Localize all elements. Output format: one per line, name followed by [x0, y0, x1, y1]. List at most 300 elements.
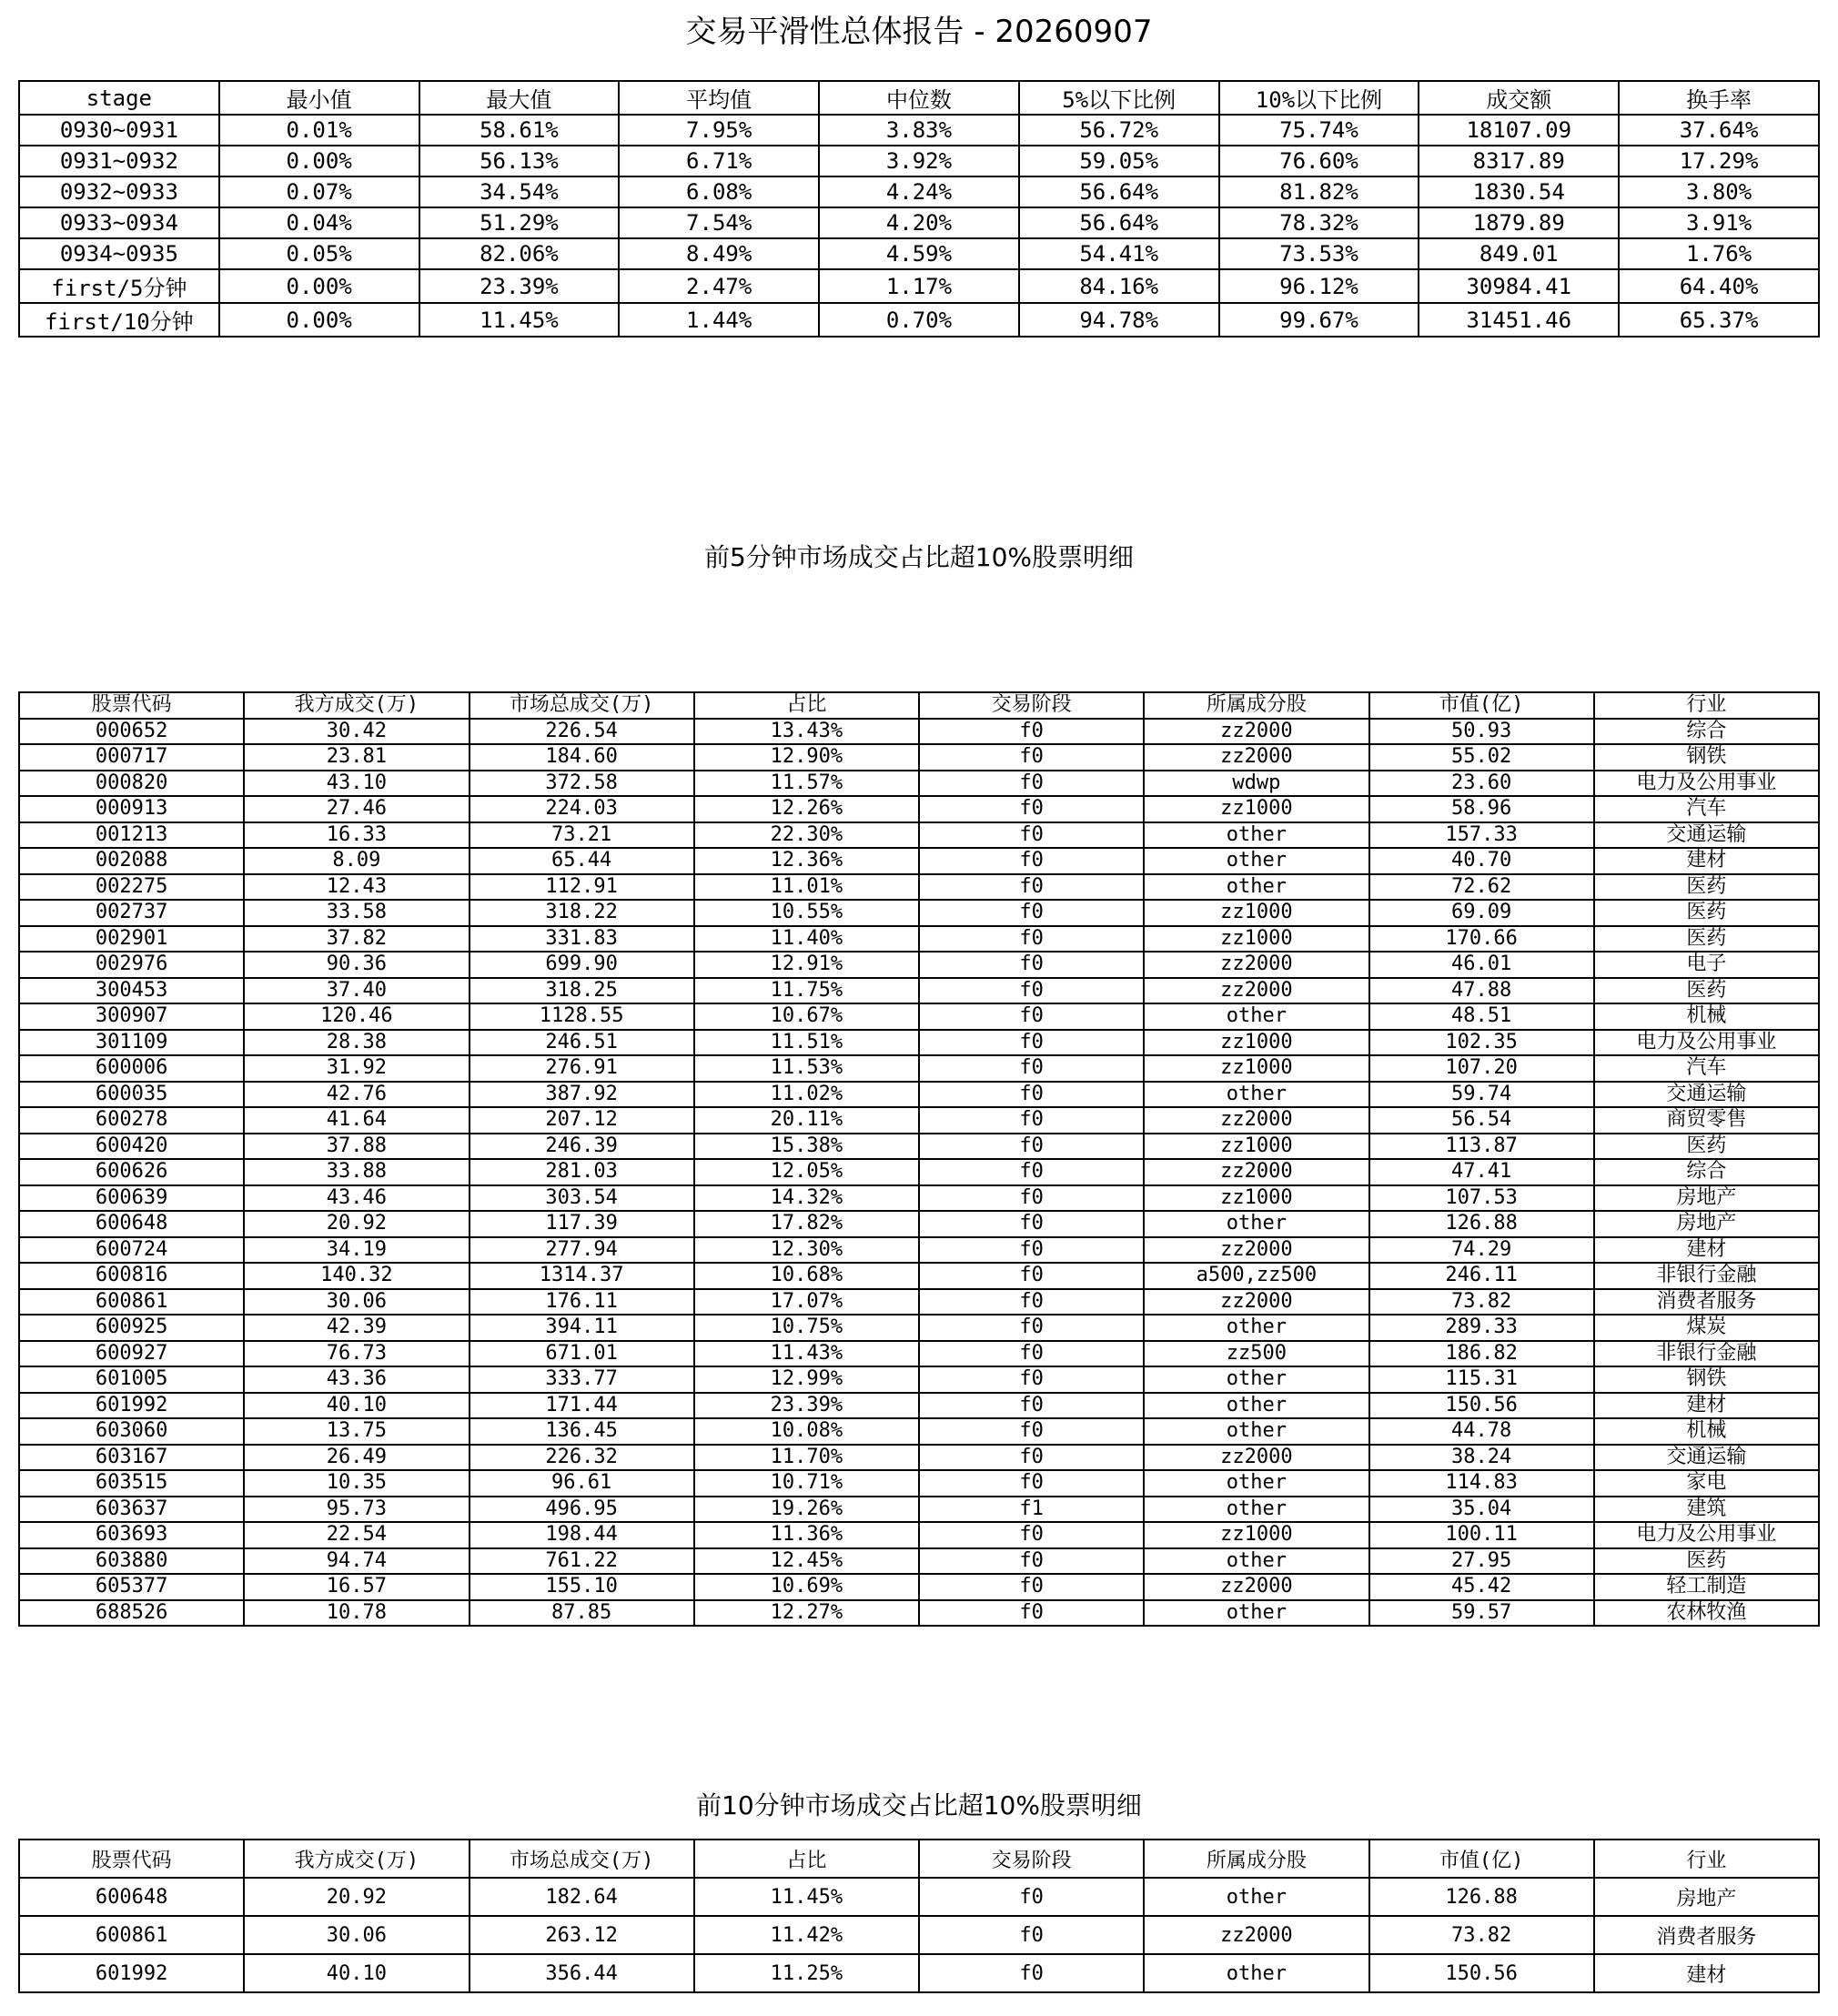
table-cell: 房地产: [1594, 1878, 1819, 1916]
table-cell: 43.10: [244, 771, 469, 797]
table-cell: 600035: [19, 1082, 244, 1108]
table-cell: 761.22: [470, 1548, 694, 1575]
table-cell: 非银行金融: [1594, 1263, 1819, 1289]
table-cell: 73.53%: [1219, 238, 1419, 269]
table-cell: zz2000: [1144, 1574, 1368, 1600]
table-cell: 14.32%: [694, 1185, 919, 1212]
table-cell: f0: [919, 1263, 1144, 1289]
table-cell: zz2000: [1144, 1289, 1368, 1315]
column-header: stage: [19, 81, 219, 115]
column-header: 占比: [694, 692, 919, 719]
table-cell: 37.40: [244, 978, 469, 1004]
table-cell: 246.39: [470, 1134, 694, 1160]
column-header: 所属成分股: [1144, 692, 1368, 719]
table-cell: other: [1144, 1600, 1368, 1627]
table-row: [19, 1497, 1819, 1523]
table-cell: other: [1144, 1082, 1368, 1108]
table-row: [19, 238, 1819, 269]
table-cell: first/5分钟: [19, 269, 219, 303]
table-cell: zz2000: [1144, 1237, 1368, 1264]
table-cell: 73.82: [1369, 1916, 1594, 1954]
table-cell: 1.44%: [619, 303, 819, 337]
column-header: 我方成交(万): [244, 1840, 469, 1878]
table-cell: 10.69%: [694, 1574, 919, 1600]
table-cell: f0: [919, 1522, 1144, 1548]
five-min-header: [19, 692, 1819, 719]
table-cell: 11.40%: [694, 926, 919, 953]
table-cell: 10.75%: [694, 1315, 919, 1341]
table-cell: 96.61: [470, 1470, 694, 1497]
table-cell: 43.36: [244, 1366, 469, 1393]
table-cell: 建材: [1594, 1954, 1819, 1992]
table-cell: 300907: [19, 1003, 244, 1030]
table-cell: 3.80%: [1619, 176, 1819, 207]
table-cell: 186.82: [1369, 1341, 1594, 1367]
table-cell: 73.21: [470, 822, 694, 849]
table-cell: 10.71%: [694, 1470, 919, 1497]
table-cell: 94.74: [244, 1548, 469, 1575]
table-cell: 73.82: [1369, 1289, 1594, 1315]
column-header: 占比: [694, 1840, 919, 1878]
table-cell: f0: [919, 1055, 1144, 1082]
table-cell: zz2000: [1144, 952, 1368, 978]
table-cell: 12.91%: [694, 952, 919, 978]
table-cell: 150.56: [1369, 1393, 1594, 1419]
table-cell: 59.74: [1369, 1082, 1594, 1108]
table-cell: zz2000: [1144, 744, 1368, 771]
ten-min-header: [19, 1840, 1819, 1878]
table-cell: 4.24%: [819, 176, 1019, 207]
table-cell: 100.11: [1369, 1522, 1594, 1548]
table-cell: 56.54: [1369, 1107, 1594, 1134]
table-row: [19, 1878, 1819, 1916]
table-cell: 22.30%: [694, 822, 919, 849]
table-cell: 126.88: [1369, 1211, 1594, 1237]
table-cell: 煤炭: [1594, 1315, 1819, 1341]
table-row: [19, 874, 1819, 901]
table-cell: 603637: [19, 1497, 244, 1523]
table-cell: 16.57: [244, 1574, 469, 1600]
table-cell: 54.41%: [1019, 238, 1219, 269]
table-cell: 30.06: [244, 1289, 469, 1315]
table-cell: 000717: [19, 744, 244, 771]
table-cell: 74.29: [1369, 1237, 1594, 1264]
table-cell: 96.12%: [1219, 269, 1419, 303]
table-cell: other: [1144, 874, 1368, 901]
table-cell: 11.53%: [694, 1055, 919, 1082]
table-cell: 42.39: [244, 1315, 469, 1341]
table-cell: f0: [919, 1159, 1144, 1185]
table-cell: 176.11: [470, 1289, 694, 1315]
table-cell: 4.20%: [819, 207, 1019, 238]
table-cell: 33.88: [244, 1159, 469, 1185]
table-cell: f0: [919, 1548, 1144, 1575]
table-cell: 11.51%: [694, 1030, 919, 1056]
table-cell: 0.01%: [219, 115, 419, 146]
table-cell: f0: [919, 1418, 1144, 1445]
table-cell: f0: [919, 848, 1144, 874]
table-cell: zz2000: [1144, 1107, 1368, 1134]
table-cell: 600861: [19, 1916, 244, 1954]
table-cell: 医药: [1594, 874, 1819, 901]
column-header: 成交额: [1419, 81, 1619, 115]
table-cell: 12.45%: [694, 1548, 919, 1575]
table-cell: zz2000: [1144, 1159, 1368, 1185]
table-cell: f0: [919, 900, 1144, 926]
table-row: [19, 269, 1819, 303]
table-cell: 000652: [19, 719, 244, 745]
table-cell: 11.02%: [694, 1082, 919, 1108]
table-cell: 34.54%: [419, 176, 620, 207]
table-cell: 40.10: [244, 1954, 469, 1992]
table-cell: 40.10: [244, 1393, 469, 1419]
table-cell: wdwp: [1144, 771, 1368, 797]
table-row: [19, 1574, 1819, 1600]
table-cell: other: [1144, 1878, 1368, 1916]
table-cell: f0: [919, 1600, 1144, 1627]
table-cell: 17.29%: [1619, 146, 1819, 176]
table-cell: 603880: [19, 1548, 244, 1575]
table-cell: 002976: [19, 952, 244, 978]
table-cell: 300453: [19, 978, 244, 1004]
table-row: [19, 796, 1819, 822]
column-header: 交易阶段: [919, 692, 1144, 719]
table-cell: 170.66: [1369, 926, 1594, 953]
table-cell: 95.73: [244, 1497, 469, 1523]
table-cell: 603693: [19, 1522, 244, 1548]
table-cell: 11.43%: [694, 1341, 919, 1367]
table-cell: 0.00%: [219, 269, 419, 303]
table-cell: 277.94: [470, 1237, 694, 1264]
table-cell: 42.76: [244, 1082, 469, 1108]
header-row: [19, 81, 1819, 115]
table-cell: 226.54: [470, 719, 694, 745]
table-cell: 家电: [1594, 1470, 1819, 1497]
table-cell: 82.06%: [419, 238, 620, 269]
table-cell: other: [1144, 848, 1368, 874]
table-cell: 3.83%: [819, 115, 1019, 146]
table-cell: f1: [919, 1497, 1144, 1523]
table-row: [19, 1082, 1819, 1108]
table-cell: zz2000: [1144, 719, 1368, 745]
table-cell: 0.04%: [219, 207, 419, 238]
table-cell: 0931~0932: [19, 146, 219, 176]
table-cell: 17.07%: [694, 1289, 919, 1315]
table-cell: 331.83: [470, 926, 694, 953]
table-cell: 002275: [19, 874, 244, 901]
table-cell: 10.67%: [694, 1003, 919, 1030]
table-cell: 0.05%: [219, 238, 419, 269]
table-row: [19, 1548, 1819, 1575]
table-cell: 600927: [19, 1341, 244, 1367]
table-cell: 69.09: [1369, 900, 1594, 926]
table-row: [19, 1185, 1819, 1212]
table-cell: 22.54: [244, 1522, 469, 1548]
table-cell: 1830.54: [1419, 176, 1619, 207]
table-cell: 12.36%: [694, 848, 919, 874]
table-row: [19, 1366, 1819, 1393]
table-cell: 23.60: [1369, 771, 1594, 797]
table-cell: 汽车: [1594, 1055, 1819, 1082]
table-cell: 65.44: [470, 848, 694, 874]
table-cell: 51.29%: [419, 207, 620, 238]
table-cell: 40.70: [1369, 848, 1594, 874]
table-cell: 11.57%: [694, 771, 919, 797]
table-cell: 医药: [1594, 926, 1819, 953]
table-cell: f0: [919, 926, 1144, 953]
table-cell: 23.39%: [694, 1393, 919, 1419]
column-header: 我方成交(万): [244, 692, 469, 719]
header-row: [19, 692, 1819, 719]
table-cell: 综合: [1594, 719, 1819, 745]
table-cell: 建材: [1594, 1393, 1819, 1419]
table-cell: 75.74%: [1219, 115, 1419, 146]
table-cell: 医药: [1594, 978, 1819, 1004]
table-row: [19, 146, 1819, 176]
table-cell: 387.92: [470, 1082, 694, 1108]
table-cell: 8317.89: [1419, 146, 1619, 176]
table-cell: 65.37%: [1619, 303, 1819, 337]
table-cell: 电力及公用事业: [1594, 1522, 1819, 1548]
table-row: [19, 1055, 1819, 1082]
table-row: [19, 900, 1819, 926]
table-cell: 机械: [1594, 1003, 1819, 1030]
table-cell: other: [1144, 1497, 1368, 1523]
table-cell: 246.11: [1369, 1263, 1594, 1289]
table-cell: f0: [919, 1030, 1144, 1056]
column-header: 股票代码: [19, 692, 244, 719]
table-cell: 603060: [19, 1418, 244, 1445]
table-cell: f0: [919, 952, 1144, 978]
table-cell: 11.42%: [694, 1916, 919, 1954]
table-cell: 78.32%: [1219, 207, 1419, 238]
table-cell: 157.33: [1369, 822, 1594, 849]
table-cell: 1314.37: [470, 1263, 694, 1289]
table-cell: 140.32: [244, 1263, 469, 1289]
table-cell: 207.12: [470, 1107, 694, 1134]
table-cell: 15.38%: [694, 1134, 919, 1160]
table-cell: 120.46: [244, 1003, 469, 1030]
table-cell: 综合: [1594, 1159, 1819, 1185]
table-cell: f0: [919, 1107, 1144, 1134]
column-header: 市值(亿): [1369, 692, 1594, 719]
table-cell: 226.32: [470, 1445, 694, 1471]
table-cell: 184.60: [470, 744, 694, 771]
table-cell: 机械: [1594, 1418, 1819, 1445]
table-cell: 0934~0935: [19, 238, 219, 269]
table-cell: 11.45%: [419, 303, 620, 337]
table-cell: 3.92%: [819, 146, 1019, 176]
table-cell: 600724: [19, 1237, 244, 1264]
table-row: [19, 1522, 1819, 1548]
table-cell: 交通运输: [1594, 1082, 1819, 1108]
table-cell: 356.44: [470, 1954, 694, 1992]
table-cell: 10.68%: [694, 1263, 919, 1289]
table-cell: 318.25: [470, 978, 694, 1004]
table-row: [19, 1289, 1819, 1315]
table-cell: 43.46: [244, 1185, 469, 1212]
table-cell: 000820: [19, 771, 244, 797]
table-cell: 10.35: [244, 1470, 469, 1497]
table-cell: 20.11%: [694, 1107, 919, 1134]
column-header: 市场总成交(万): [470, 692, 694, 719]
table-cell: 20.92: [244, 1878, 469, 1916]
table-cell: 11.75%: [694, 978, 919, 1004]
table-cell: 19.26%: [694, 1497, 919, 1523]
table-cell: 医药: [1594, 1548, 1819, 1575]
table-cell: 182.64: [470, 1878, 694, 1916]
table-cell: 10.08%: [694, 1418, 919, 1445]
table-cell: 电力及公用事业: [1594, 1030, 1819, 1056]
column-header: 中位数: [819, 81, 1019, 115]
table-cell: 0930~0931: [19, 115, 219, 146]
table-row: [19, 1030, 1819, 1056]
table-row: [19, 848, 1819, 874]
table-cell: 688526: [19, 1600, 244, 1627]
table-cell: 11.70%: [694, 1445, 919, 1471]
table-row: [19, 1916, 1819, 1954]
table-cell: 171.44: [470, 1393, 694, 1419]
table-cell: 600626: [19, 1159, 244, 1185]
table-cell: other: [1144, 1393, 1368, 1419]
table-cell: 12.90%: [694, 744, 919, 771]
table-cell: f0: [919, 1185, 1144, 1212]
table-cell: 81.82%: [1219, 176, 1419, 207]
table-cell: 轻工制造: [1594, 1574, 1819, 1600]
table-row: [19, 1003, 1819, 1030]
table-cell: 002088: [19, 848, 244, 874]
table-cell: 20.92: [244, 1211, 469, 1237]
table-cell: 建材: [1594, 848, 1819, 874]
table-cell: 002901: [19, 926, 244, 953]
table-cell: 601992: [19, 1393, 244, 1419]
table-cell: 47.41: [1369, 1159, 1594, 1185]
table-cell: 17.82%: [694, 1211, 919, 1237]
table-cell: f0: [919, 874, 1144, 901]
table-row: [19, 744, 1819, 771]
table-cell: 4.59%: [819, 238, 1019, 269]
table-cell: zz1000: [1144, 926, 1368, 953]
table-cell: zz1000: [1144, 1185, 1368, 1212]
table-cell: 002737: [19, 900, 244, 926]
table-cell: 699.90: [470, 952, 694, 978]
table-cell: other: [1144, 822, 1368, 849]
column-header: 最小值: [219, 81, 419, 115]
table-cell: 8.49%: [619, 238, 819, 269]
table-cell: 107.20: [1369, 1055, 1594, 1082]
report-title: 交易平滑性总体报告 - 20260907: [685, 14, 1153, 50]
table-cell: f0: [919, 1003, 1144, 1030]
table-cell: 30.42: [244, 719, 469, 745]
table-row: [19, 115, 1819, 146]
table-cell: zz1000: [1144, 1055, 1368, 1082]
table-cell: 600006: [19, 1055, 244, 1082]
table-cell: 房地产: [1594, 1185, 1819, 1212]
table-cell: 76.73: [244, 1341, 469, 1367]
table-cell: 600278: [19, 1107, 244, 1134]
table-cell: 102.35: [1369, 1030, 1594, 1056]
table-cell: 0.00%: [219, 303, 419, 337]
table-cell: 31.92: [244, 1055, 469, 1082]
table-cell: 333.77: [470, 1366, 694, 1393]
table-cell: 医药: [1594, 1134, 1819, 1160]
table-row: [19, 1954, 1819, 1992]
table-cell: 48.51: [1369, 1003, 1594, 1030]
table-cell: 59.57: [1369, 1600, 1594, 1627]
table-row: [19, 207, 1819, 238]
header-row: [19, 1840, 1819, 1878]
table-cell: 64.40%: [1619, 269, 1819, 303]
table-row: [19, 1470, 1819, 1497]
table-cell: 消费者服务: [1594, 1916, 1819, 1954]
column-header: 5%以下比例: [1019, 81, 1219, 115]
table-cell: 301109: [19, 1030, 244, 1056]
table-row: [19, 771, 1819, 797]
table-cell: 90.36: [244, 952, 469, 978]
table-cell: 1128.55: [470, 1003, 694, 1030]
table-cell: 电力及公用事业: [1594, 771, 1819, 797]
table-cell: 33.58: [244, 900, 469, 926]
table-cell: 59.05%: [1019, 146, 1219, 176]
table-cell: 1879.89: [1419, 207, 1619, 238]
table-cell: 289.33: [1369, 1315, 1594, 1341]
table-cell: 000913: [19, 796, 244, 822]
table-cell: f0: [919, 1916, 1144, 1954]
table-row: [19, 1600, 1819, 1627]
table-cell: f0: [919, 978, 1144, 1004]
table-cell: 126.88: [1369, 1878, 1594, 1916]
table-cell: 建材: [1594, 1237, 1819, 1264]
table-row: [19, 1211, 1819, 1237]
table-cell: 26.49: [244, 1445, 469, 1471]
table-cell: zz1000: [1144, 1030, 1368, 1056]
table-cell: 汽车: [1594, 796, 1819, 822]
table-cell: other: [1144, 1418, 1368, 1445]
table-cell: 224.03: [470, 796, 694, 822]
table-cell: 136.45: [470, 1418, 694, 1445]
table-cell: 600648: [19, 1211, 244, 1237]
table-cell: zz1000: [1144, 900, 1368, 926]
ten-min-table-title: 前10分钟市场成交占比超10%股票明细: [696, 1790, 1142, 1820]
table-cell: 12.30%: [694, 1237, 919, 1264]
table-cell: 10.55%: [694, 900, 919, 926]
table-cell: f0: [919, 1574, 1144, 1600]
table-cell: 671.01: [470, 1341, 694, 1367]
table-cell: 0.07%: [219, 176, 419, 207]
table-cell: 11.25%: [694, 1954, 919, 1992]
table-cell: 交通运输: [1594, 822, 1819, 849]
table-cell: 0.70%: [819, 303, 1019, 337]
table-cell: 建筑: [1594, 1497, 1819, 1523]
table-cell: 246.51: [470, 1030, 694, 1056]
table-cell: 87.85: [470, 1600, 694, 1627]
table-cell: f0: [919, 796, 1144, 822]
table-cell: zz1000: [1144, 1522, 1368, 1548]
table-cell: f0: [919, 1470, 1144, 1497]
table-row: [19, 1341, 1819, 1367]
table-cell: 10.78: [244, 1600, 469, 1627]
table-cell: zz2000: [1144, 1916, 1368, 1954]
table-cell: 0933~0934: [19, 207, 219, 238]
table-cell: 603515: [19, 1470, 244, 1497]
table-cell: 12.05%: [694, 1159, 919, 1185]
table-cell: other: [1144, 1211, 1368, 1237]
table-cell: 0.00%: [219, 146, 419, 176]
table-cell: 99.67%: [1219, 303, 1419, 337]
table-row: [19, 1237, 1819, 1264]
table-cell: 34.19: [244, 1237, 469, 1264]
table-row: [19, 1107, 1819, 1134]
